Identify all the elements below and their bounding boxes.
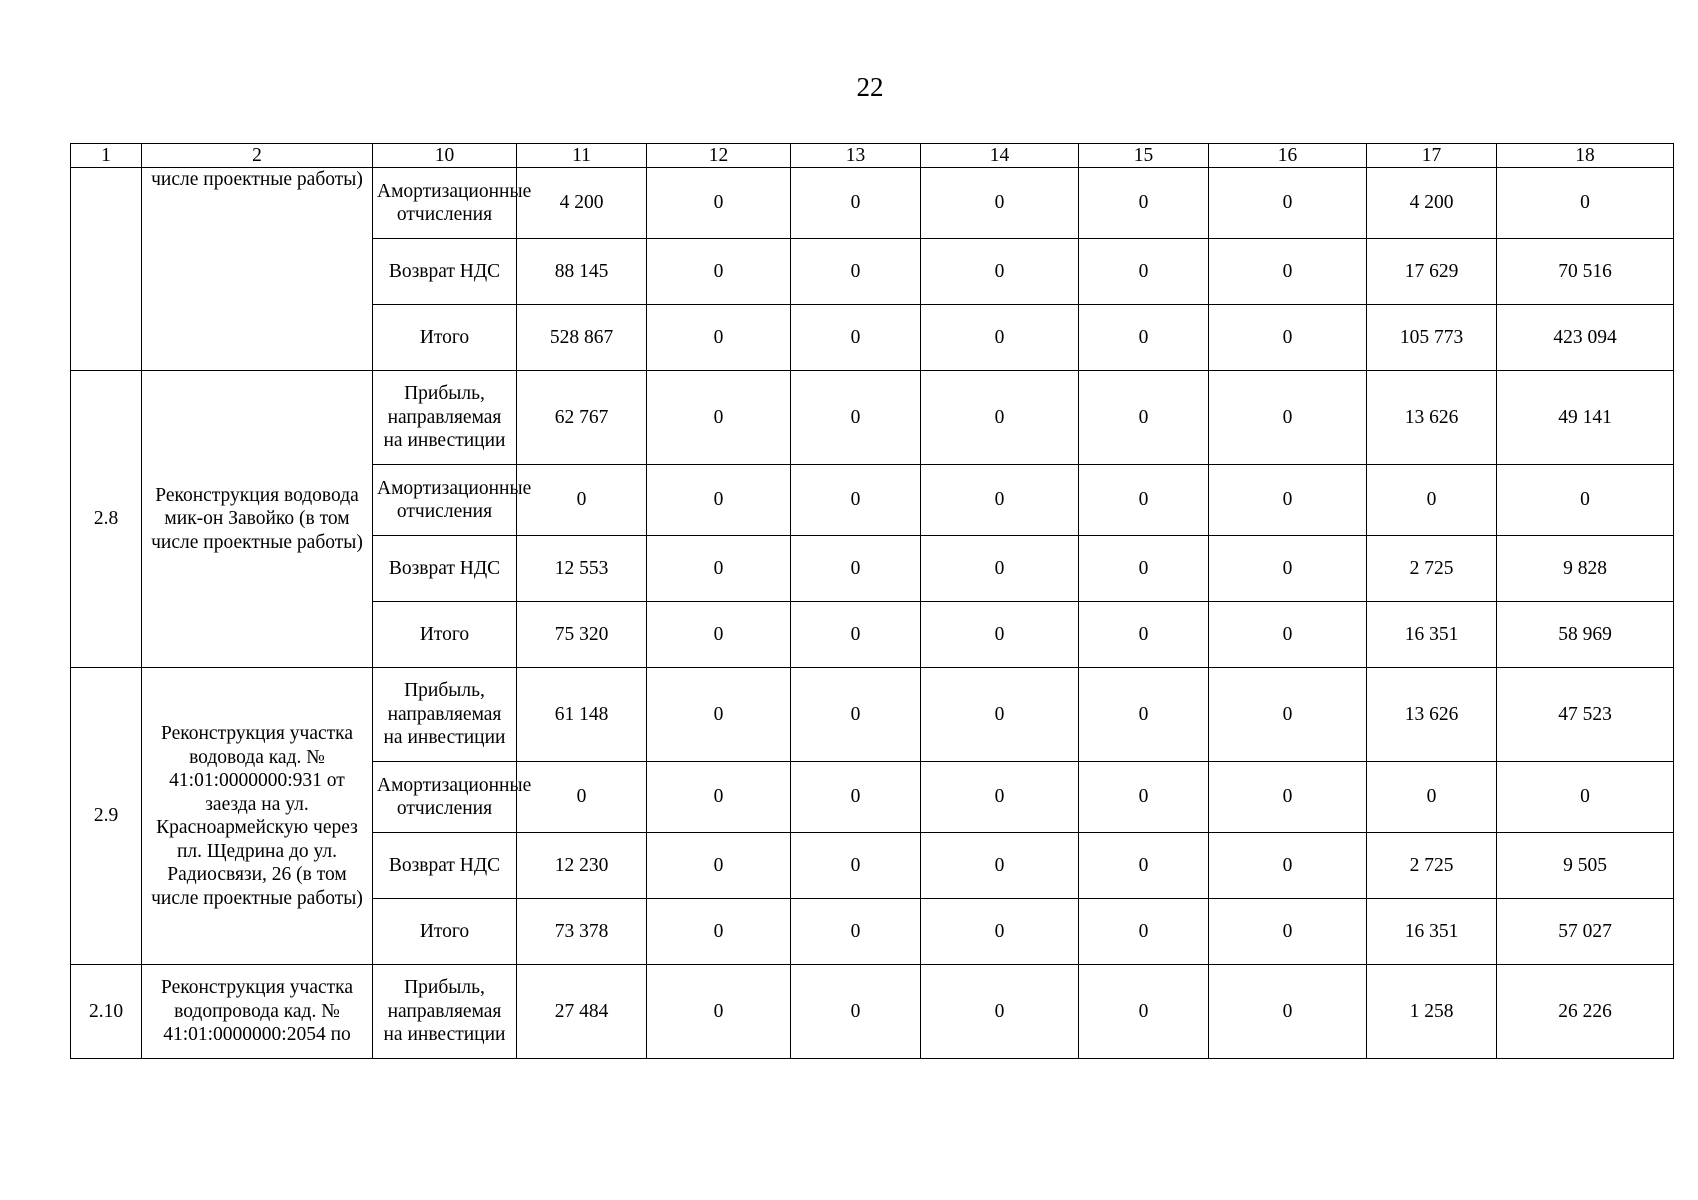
total-value: 27 484 bbox=[517, 965, 647, 1059]
value-cell: 0 bbox=[921, 899, 1079, 965]
value-cell: 0 bbox=[791, 833, 921, 899]
value-cell: 0 bbox=[647, 965, 791, 1059]
value-cell: 47 523 bbox=[1497, 668, 1674, 762]
value-cell: 0 bbox=[921, 536, 1079, 602]
value-cell: 58 969 bbox=[1497, 602, 1674, 668]
value-cell: 0 bbox=[921, 965, 1079, 1059]
value-cell: 0 bbox=[1209, 965, 1367, 1059]
value-cell: 0 bbox=[791, 371, 921, 465]
funding-source: Амортизационные отчисления bbox=[373, 465, 517, 536]
value-cell: 105 773 bbox=[1367, 305, 1497, 371]
value-cell: 0 bbox=[647, 762, 791, 833]
column-header: 17 bbox=[1367, 144, 1497, 168]
value-cell: 0 bbox=[791, 602, 921, 668]
column-header: 15 bbox=[1079, 144, 1209, 168]
value-cell: 0 bbox=[921, 465, 1079, 536]
item-number bbox=[71, 168, 142, 371]
column-header: 2 bbox=[142, 144, 373, 168]
value-cell: 4 200 bbox=[1367, 168, 1497, 239]
header-row bbox=[71, 144, 1674, 168]
value-cell: 0 bbox=[1209, 762, 1367, 833]
item-name: Реконструкция водовода мик-он Завойко (в том числе проектные работы) bbox=[142, 371, 373, 668]
funding-source: Итого bbox=[373, 305, 517, 371]
value-cell: 0 bbox=[1079, 899, 1209, 965]
value-cell: 0 bbox=[1079, 371, 1209, 465]
total-value: 12 553 bbox=[517, 536, 647, 602]
value-cell: 0 bbox=[1079, 965, 1209, 1059]
value-cell: 0 bbox=[1079, 536, 1209, 602]
column-header: 18 bbox=[1497, 144, 1674, 168]
value-cell: 16 351 bbox=[1367, 899, 1497, 965]
page-number: 22 bbox=[856, 72, 884, 102]
value-cell: 49 141 bbox=[1497, 371, 1674, 465]
total-value: 0 bbox=[517, 762, 647, 833]
value-cell: 0 bbox=[791, 239, 921, 305]
value-cell: 2 725 bbox=[1367, 833, 1497, 899]
value-cell: 0 bbox=[647, 305, 791, 371]
column-header: 16 bbox=[1209, 144, 1367, 168]
total-value: 0 bbox=[517, 465, 647, 536]
funding-source: Итого bbox=[373, 899, 517, 965]
value-cell: 0 bbox=[921, 833, 1079, 899]
value-cell: 0 bbox=[1209, 371, 1367, 465]
value-cell: 0 bbox=[921, 371, 1079, 465]
funding-source: Прибыль, направляемая на инвестиции bbox=[373, 668, 517, 762]
value-cell: 0 bbox=[791, 762, 921, 833]
funding-source: Амортизационные отчисления bbox=[373, 762, 517, 833]
value-cell: 0 bbox=[791, 965, 921, 1059]
table-row bbox=[71, 668, 1674, 762]
item-number: 2.9 bbox=[71, 668, 142, 965]
value-cell: 0 bbox=[791, 536, 921, 602]
value-cell: 0 bbox=[647, 168, 791, 239]
funding-source: Возврат НДС bbox=[373, 833, 517, 899]
value-cell: 0 bbox=[1209, 168, 1367, 239]
value-cell: 0 bbox=[647, 536, 791, 602]
value-cell: 16 351 bbox=[1367, 602, 1497, 668]
value-cell: 0 bbox=[1209, 305, 1367, 371]
item-number: 2.8 bbox=[71, 371, 142, 668]
value-cell: 0 bbox=[1079, 833, 1209, 899]
column-header: 13 bbox=[791, 144, 921, 168]
value-cell: 9 828 bbox=[1497, 536, 1674, 602]
value-cell: 0 bbox=[921, 239, 1079, 305]
value-cell: 26 226 bbox=[1497, 965, 1674, 1059]
table-row bbox=[71, 371, 1674, 465]
value-cell: 423 094 bbox=[1497, 305, 1674, 371]
column-header: 11 bbox=[517, 144, 647, 168]
value-cell: 0 bbox=[921, 305, 1079, 371]
total-value: 528 867 bbox=[517, 305, 647, 371]
item-name: числе проектные работы) bbox=[142, 168, 373, 371]
value-cell: 0 bbox=[1497, 465, 1674, 536]
column-header: 14 bbox=[921, 144, 1079, 168]
total-value: 88 145 bbox=[517, 239, 647, 305]
value-cell: 0 bbox=[1079, 168, 1209, 239]
value-cell: 0 bbox=[1209, 239, 1367, 305]
item-name: Реконструкция участка водовода кад. № 41:01:0000000:931 от заезда на ул. Красноармейскую через пл. Щедрина до ул. Радиосвязи, 26 (в том числе проектные работы) bbox=[142, 668, 373, 965]
value-cell: 0 bbox=[1209, 668, 1367, 762]
item-name: Реконструкция участка водопровода кад. № 41:01:0000000:2054 по bbox=[142, 965, 373, 1059]
value-cell: 17 629 bbox=[1367, 239, 1497, 305]
value-cell: 0 bbox=[1209, 602, 1367, 668]
value-cell: 0 bbox=[1209, 899, 1367, 965]
value-cell: 0 bbox=[791, 899, 921, 965]
total-value: 12 230 bbox=[517, 833, 647, 899]
value-cell: 0 bbox=[791, 465, 921, 536]
value-cell: 9 505 bbox=[1497, 833, 1674, 899]
value-cell: 0 bbox=[791, 168, 921, 239]
value-cell: 13 626 bbox=[1367, 371, 1497, 465]
value-cell: 0 bbox=[1079, 602, 1209, 668]
value-cell: 0 bbox=[921, 668, 1079, 762]
value-cell: 1 258 bbox=[1367, 965, 1497, 1059]
value-cell: 0 bbox=[791, 668, 921, 762]
item-number: 2.10 bbox=[71, 965, 142, 1059]
total-value: 4 200 bbox=[517, 168, 647, 239]
value-cell: 0 bbox=[1079, 762, 1209, 833]
value-cell: 0 bbox=[1497, 168, 1674, 239]
value-cell: 0 bbox=[1079, 465, 1209, 536]
value-cell: 0 bbox=[647, 239, 791, 305]
value-cell: 0 bbox=[1209, 465, 1367, 536]
value-cell: 0 bbox=[791, 305, 921, 371]
total-value: 62 767 bbox=[517, 371, 647, 465]
value-cell: 2 725 bbox=[1367, 536, 1497, 602]
value-cell: 13 626 bbox=[1367, 668, 1497, 762]
total-value: 61 148 bbox=[517, 668, 647, 762]
value-cell: 0 bbox=[1497, 762, 1674, 833]
column-header: 12 bbox=[647, 144, 791, 168]
funding-source: Амортизационные отчисления bbox=[373, 168, 517, 239]
funding-source: Прибыль, направляемая на инвестиции bbox=[373, 371, 517, 465]
table-row bbox=[71, 168, 1674, 239]
value-cell: 0 bbox=[1079, 305, 1209, 371]
value-cell: 0 bbox=[1209, 833, 1367, 899]
value-cell: 0 bbox=[1079, 668, 1209, 762]
value-cell: 0 bbox=[647, 899, 791, 965]
value-cell: 0 bbox=[647, 602, 791, 668]
value-cell: 70 516 bbox=[1497, 239, 1674, 305]
value-cell: 0 bbox=[1367, 762, 1497, 833]
value-cell: 0 bbox=[1079, 239, 1209, 305]
total-value: 75 320 bbox=[517, 602, 647, 668]
value-cell: 0 bbox=[647, 833, 791, 899]
funding-source: Возврат НДС bbox=[373, 239, 517, 305]
value-cell: 0 bbox=[647, 668, 791, 762]
value-cell: 57 027 bbox=[1497, 899, 1674, 965]
column-header: 1 bbox=[71, 144, 142, 168]
value-cell: 0 bbox=[647, 465, 791, 536]
table-row bbox=[71, 965, 1674, 1059]
total-value: 73 378 bbox=[517, 899, 647, 965]
value-cell: 0 bbox=[647, 371, 791, 465]
value-cell: 0 bbox=[921, 168, 1079, 239]
funding-source: Итого bbox=[373, 602, 517, 668]
funding-source: Возврат НДС bbox=[373, 536, 517, 602]
investment-table bbox=[70, 143, 1674, 1059]
funding-source: Прибыль, направляемая на инвестиции bbox=[373, 965, 517, 1059]
value-cell: 0 bbox=[1367, 465, 1497, 536]
value-cell: 0 bbox=[1209, 536, 1367, 602]
value-cell: 0 bbox=[921, 602, 1079, 668]
column-header: 10 bbox=[373, 144, 517, 168]
value-cell: 0 bbox=[921, 762, 1079, 833]
